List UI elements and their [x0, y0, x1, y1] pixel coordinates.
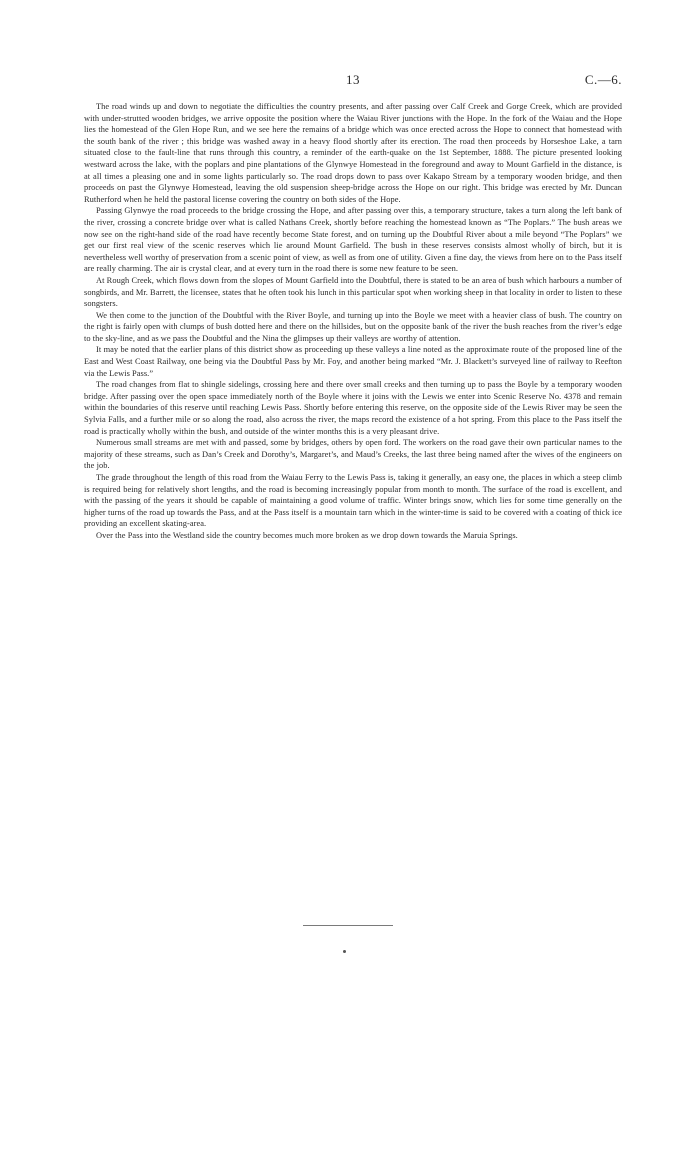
page-header [84, 72, 622, 90]
paragraph: The grade throughout the length of this road from the Waiau Ferry to the Lewis Pass is, taking it generally, an easy one, the places in which a steep climb is required being for relatively short lengths, and the road is becoming increasingly popular from month to month. The surface of the road is excellent, and with the passing of the years it should be capable of maintaining a good volume of traffic. Winter brings snow, which lies for some time generally on the higher turns of the road up towards the Pass, and at the Pass itself is a mountain tarn which in the winter-time is said to be covered with a coating of thick ice providing an excellent skating-area. [84, 473, 622, 529]
paragraph: Over the Pass into the Westland side the country becomes much more broken as we drop down towards the Maruia Springs. [96, 530, 518, 540]
document-reference: C.—6. [584, 72, 622, 87]
body-text [84, 101, 622, 542]
paragraph: We then come to the junction of the Doubtful with the River Boyle, and turning up into the Boyle we meet with a heavier class of bush. The country on the right is fairly open with clumps of bush dotted here and there on the hillsides, but on the opposite bank of the river the bush reaches from the river’s edge to the sky-line, and as we pass the Doubtful and the Nina the glimpses up their valleys are worthy of attention. [84, 310, 622, 343]
paragraph: At Rough Creek, which flows down from the slopes of Mount Garfield into the Doubtful, there is stated to be an area of bush which harbours a number of songbirds, and Mr. Barrett, the licensee, states that he often took his lunch in this particular spot when working sheep in that locality in order to listen to these songsters. [84, 275, 622, 309]
paragraph: Passing Glynwye the road proceeds to the bridge crossing the Hope, and after passing over this, a temporary structure, takes a turn along the left bank of the river, crossing a concrete bridge over what is called Nathans Creek, shortly before reaching the homestead known as “The Poplars.” The bush areas we now see on the right-hand side of the road have recently become State forest, and on turning up the Doubtful River about a mile beyond “The Poplars” we get our first real view of the scenic reserves which lie around Mount Garfield. The bush in these reserves consists almost wholly of birch, but it is nevertheless well worthy of preservation from a scenic point of view, as well as from one of utility. Given a fine day, the views from here on to the Pass itself are really charming. The air is crystal clear, and at every turn in the road there is some new feature to be seen. [84, 206, 622, 274]
paragraph: It may be noted that the earlier plans of this district show as proceeding up these valleys a line noted as the approximate route of the proposed line of the East and West Coast Railway, one being via the Doubtful Pass by Mr. Foy, and another being marked “Mr. J. Blackett’s surveyed line of railway to Reefton via the Lewis Pass.” [84, 345, 622, 378]
paragraph: The road changes from flat to shingle sidelings, crossing here and there over small creeks and then turning up to pass the Boyle by a temporary wooden bridge. After passing over the open space immediately north of the Boyle where it joins with the Lewis we enter into Scenic Reserve No. 4378 and remain within the boundaries of this reserve until reaching Lewis Pass. Shortly before entering this reserve, on the opposite side of the Lewis River may be seen the Sylvia Falls, and a further mile or so along the road, also across the river, the maps record the existence of a hot spring. From this place to the Pass itself the road is practically wholly within the bush, and outside of the winter months this is a very pleasant drive. [84, 380, 622, 436]
page-number: 13 [346, 72, 360, 87]
closing-rule [303, 925, 393, 926]
paragraph: Numerous small streams are met with and passed, some by bridges, others by open ford. The workers on the road gave their own particular names to the majority of these streams, such as Dan’s Creek and Dorothy’s, Margaret’s, and Maud’s Creeks, the last three being named after the wives of the engineers on the job. [84, 438, 622, 471]
paragraph: The road winds up and down to negotiate the difficulties the country presents, and after passing over Calf Creek and Gorge Creek, which are provided with under-strutted wooden bridges, we arrive opposite the position where the Waiau River junctions with the Hope. In the fork of the Waiau and the Hope lies the homestead of the Glen Hope Run, and we see here the remains of a bridge which was once erected across the Hope to connect that homestead with the south bank of the river ; this bridge was washed away in a heavy flood shortly after its erection. The road then proceeds by Horseshoe Lake, a tarn situated close to the fault-line that runs through this country, a reminder of the earth-quake on the 1st September, 1888. The picture presented looking westward across the lake, with the poplars and pine plantations of the Glynwye Homestead in the foreground and away to Mount Garfield in the distance, is at all times a pleasing one and in some lights particularly so. The road drops down to pass over Kakapo Stream by a temporary wooden bridge, and then proceeds on past the Glynwye Homestead, leaving the old suspension sheep-bridge across the Hope on our right. This bridge was erected by Mr. Duncan Rutherford when he held the pastoral license covering the country on both sides of the Hope. [84, 102, 622, 204]
closing-dot [343, 950, 346, 953]
